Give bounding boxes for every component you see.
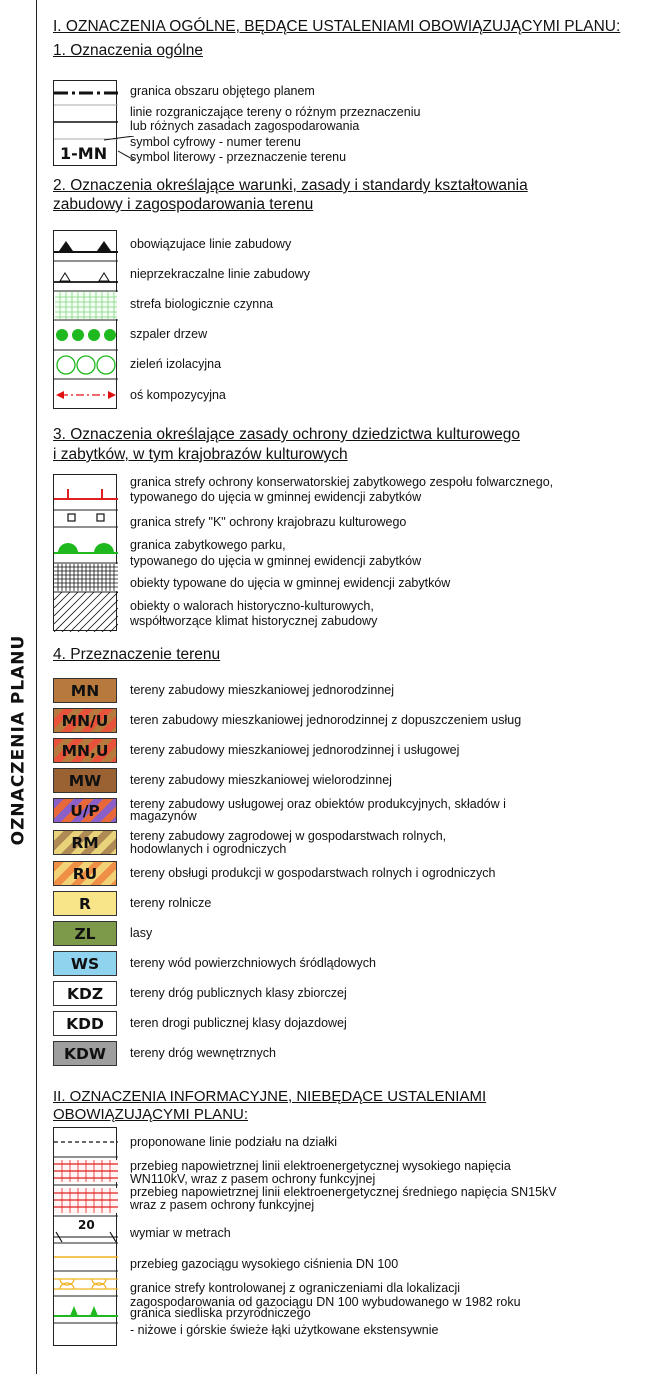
legend-text-plan-boundary: granica obszaru objętego planem [130,84,315,98]
vertical-title-text: OZNACZENIA PLANU [8,634,28,846]
section3-symbols-column [53,474,117,631]
high-voltage-line-icon [54,1160,118,1182]
section3-symbols-graphic [54,475,118,632]
legend-text-hv-line-1: przebieg napowietrznej linii elektroenergetycznej wysokiego napięcia [130,1159,511,1173]
section5-title-2: OBOWIĄZUJĄCYMI PLANU: [53,1106,249,1123]
landuse-desc-mnu: tereny zabudowy mieszkaniowej jednorodzinnej i usługowej [130,743,460,757]
landuse-code-mn-u: MN/U [53,708,117,733]
symbol-label: 1-MN [60,144,108,163]
legend-text-mandatory-line: obowiązujace linie zabudowy [130,237,292,251]
dimension-icon [54,1232,118,1242]
landuse-code-rm: RM [53,830,117,855]
landuse-desc-up-2: magazynów [130,809,197,823]
landuse-desc-mn: tereny zabudowy mieszkaniowej jednorodzinnej [130,683,395,697]
legend-text-conservation-zone-1: granica strefy ochrony konserwatorskiej zabytkowego zespołu folwarcznego, [130,475,554,489]
landuse-code-zl: ZL [53,921,117,946]
legend-text-isolation-green: zieleń izolacyjna [130,357,222,371]
legend-text-number-symbol: symbol cyfrowy - numer terenu [130,135,301,149]
landuse-desc-rm-1: tereny zabudowy zagrodowej w gospodarstwach rolnych, [130,829,447,843]
conservation-zone-icon [54,489,118,499]
landuse-code-mw: MW [53,768,117,793]
legend-text-habitat-2: - niżowe i górskie świeże łąki użytkowane ekstensywnie [130,1323,439,1337]
landuse-code-r: R [53,891,117,916]
landuse-code-mn: MN [53,678,117,703]
landuse-desc-rm-2: hodowlanych i ogrodniczych [130,842,287,856]
landuse-desc-zl: lasy [130,926,153,940]
left-frame-line [36,0,37,1374]
legend-text-parcel-division: proponowane linie podziału na działki [130,1135,338,1149]
composition-axis-icon [56,391,116,399]
legend-text-demarcation-1: linie rozgraniczające tereny o różnym przeznaczeniu [130,105,421,119]
legend-text-letter-symbol: symbol literowy - przeznaczenie terenu [130,150,347,164]
landuse-code-ws: WS [53,951,117,976]
legend-text-tree-row: szpaler drzew [130,327,208,341]
biologically-active-zone-icon [55,292,117,319]
landuse-desc-r: tereny rolnicze [130,896,212,910]
legend-text-park-1: granica zabytkowego parku, [130,538,286,552]
legend-text-mv-line-1: przebieg napowietrznej linii elektroenergetycznej średniego napięcia SN15kV [130,1185,557,1199]
section5-symbols-graphic [54,1128,118,1347]
legend-text-hv-line-2: WN110kV, wraz z pasem ochrony funkcyjnej [130,1172,376,1186]
heritage-objects-icon [54,564,118,591]
historic-value-hatch-icon [54,592,118,632]
legend-text-historic-1: obiekty o walorach historyczno-kulturowych, [130,599,374,613]
legend-text-historic-2: współtworzące klimat historycznej zabudowy [130,614,378,628]
landuse-code-kdw: KDW [53,1041,117,1066]
section1-title: I. OZNACZENIA OGÓLNE, BĘDĄCE USTALENIAMI OBOWIĄZUJĄCYMI PLANU: [53,18,621,35]
legend-text-habitat-1: granica siedliska przyrodniczego [130,1306,311,1320]
landuse-code-mnu: MN,U [53,738,117,763]
section2-symbols-graphic [54,231,118,410]
section2-symbols-column [53,230,117,409]
landuse-code-up: U/P [53,798,117,823]
dimension-value: 20 [78,1218,95,1232]
section1-subtitle: 1. Oznaczenia ogólne [53,42,203,59]
section3-title-1: 3. Oznaczenia określające zasady ochrony dziedzictwa kulturowego [53,426,520,443]
landuse-desc-kdd: teren drogi publicznej klasy dojazdowej [130,1016,347,1030]
legend-text-composition-axis: oś kompozycyjna [130,388,226,402]
legend-text-gas-zone-2: zagospodarowania od gazociągu DN 100 wybudowanego w 1982 roku [130,1295,521,1309]
gas-controlled-zone-icon [54,1279,118,1289]
legend-text-mv-line-2: wraz z pasem ochrony funkcyjnej [130,1198,315,1212]
section5-title-1: II. OZNACZENIA INFORMACYJNE, NIEBĘDĄCE USTALENIAMI [53,1088,487,1105]
legend-text-gas-pipeline: przebieg gazociągu wysokiego ciśnienia DN 100 [130,1257,399,1271]
section2-title-1: 2. Oznaczenia określające warunki, zasady i standardy kształtowania [53,177,528,194]
legend-text-bio-zone: strefa biologicznie czynna [130,297,274,311]
isolation-greenery-icon [57,356,115,374]
max-building-line-icon [54,273,118,282]
historic-park-icon [54,543,118,553]
legend-text-gas-zone-1: granice strefy kontrolowanej z ograniczeniami dla lokalizacji [130,1281,461,1295]
landuse-desc-kdz: tereny dróg publicznych klasy zbiorczej [130,986,347,1000]
legend-text-max-line: nieprzekraczalne linie zabudowy [130,267,310,281]
legend-text-k-zone: granica strefy "K" ochrony krajobrazu kulturowego [130,515,407,529]
section3-title-2: i zabytków, w tym krajobrazów kulturowych [53,446,348,463]
k-zone-boundary-icon [68,514,104,521]
section2-title-2: zabudowy i zagospodarowania terenu [53,196,314,213]
section4-title: 4. Przeznaczenie terenu [53,646,221,663]
medium-voltage-line-icon [54,1188,118,1213]
landuse-desc-ws: tereny wód powierzchniowych śródlądowych [130,956,376,970]
legend-text-conservation-zone-2: typowanego do ujęcia w gminnej ewidencji zabytków [130,490,422,504]
landuse-desc-ru: tereny obsługi produkcji w gospodarstwach rolnych i ogrodniczych [130,866,496,880]
section5-symbols-column [53,1127,117,1346]
legend-text-dimension: wymiar w metrach [130,1226,231,1240]
landuse-desc-mw: tereny zabudowy mieszkaniowej wielorodzinnej [130,773,392,787]
tree-row-icon [56,329,116,341]
mandatory-building-line-icon [54,241,118,252]
legend-text-park-2: typowanego do ujęcia w gminnej ewidencji zabytków [130,554,422,568]
landuse-desc-mn-u: teren zabudowy mieszkaniowej jednorodzinnej z dopuszczeniem usług [130,713,522,727]
landuse-code-ru: RU [53,861,117,886]
landuse-code-kdd: KDD [53,1011,117,1036]
landuse-code-kdz: KDZ [53,981,117,1006]
legend-text-heritage-objects: obiekty typowane do ujęcia w gminnej ewidencji zabytków [130,576,451,590]
legend-text-demarcation-2: lub różnych zasadach zagospodarowania [130,119,360,133]
landuse-desc-up-1: tereny zabudowy usługowej oraz obiektów produkcyjnych, składów i [130,797,506,811]
vertical-title [0,560,36,920]
habitat-boundary-icon [54,1306,118,1316]
landuse-desc-kdw: tereny dróg wewnętrznych [130,1046,276,1060]
